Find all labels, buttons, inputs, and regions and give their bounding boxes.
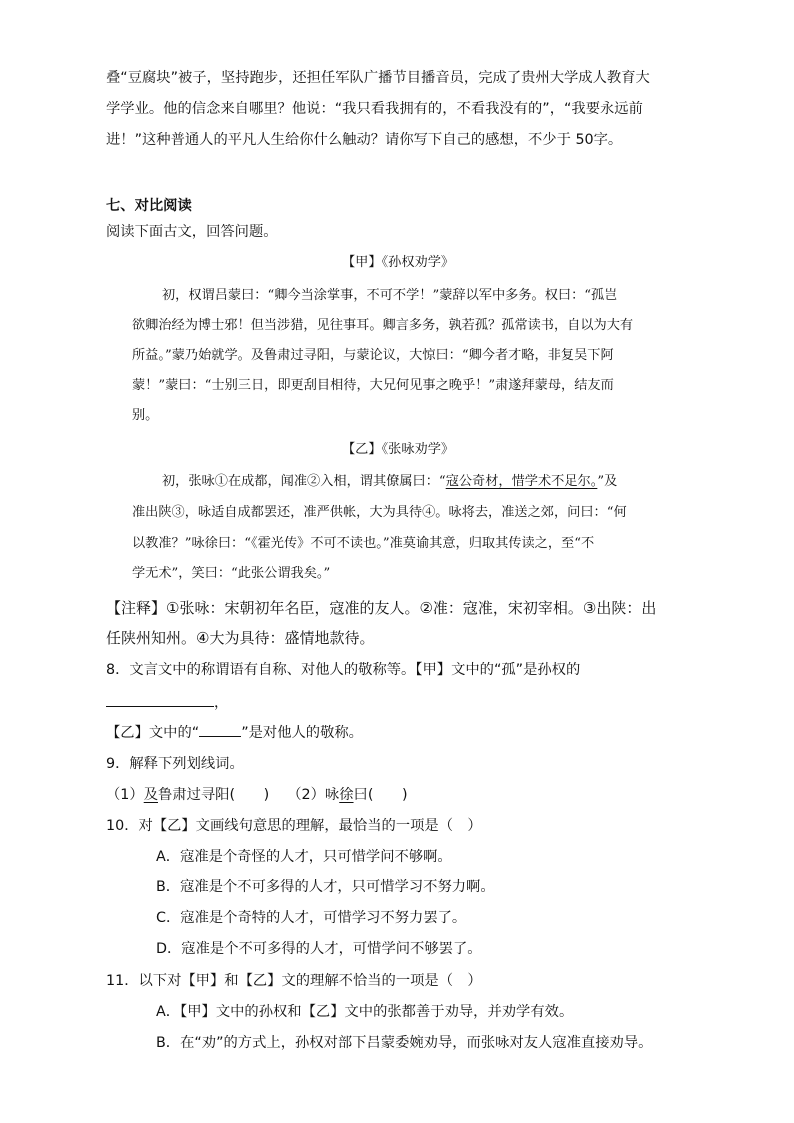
item-prefix: （2）咏 xyxy=(287,787,340,803)
question-8-stem: 8．文言文中的称谓语有自称、对他人的敬称等。【甲】文中的“孤”是孙权的 xyxy=(106,662,581,678)
passage-yi-text: 初，张咏①在成都，闻准②入相，谓其僚属曰：“ xyxy=(162,474,446,489)
option-a[interactable]: A．寇准是个奇怪的人才，只可惜学问不够啊。 xyxy=(156,849,452,865)
section-heading: 七、对比阅读 xyxy=(106,198,192,214)
passage-yi-title: 【乙】《张咏劝学》 xyxy=(342,442,455,457)
option-b[interactable]: B．在“劝”的方式上，孙权对部下吕蒙委婉劝导，而张咏对友人寇准直接劝导。 xyxy=(156,1035,653,1051)
option-b[interactable]: B．寇准是个不可多得的人才，只可惜学习不努力啊。 xyxy=(156,879,495,895)
passage-yi-line: 以教准？”咏徐曰：“《霍光传》不可不读也。”准莫谕其意，归取其传读之，至“不 xyxy=(132,536,595,551)
question-8-blank-line xyxy=(106,692,228,713)
passage-yi-line: 准出陕③，咏适自成都罢还，准严供帐，大为具待④。咏将去，准送之郊，问曰：“何 xyxy=(132,505,627,520)
passage-jia-line: 欲卿治经为博士邪！但当涉猎，见往事耳。卿言多务，孰若孤？孤常读书，自以为大有 xyxy=(132,318,634,333)
option-d[interactable]: D．寇准是个不可多得的人才，可惜学问不够罢了。 xyxy=(156,941,482,957)
underlined-word: 及 xyxy=(143,787,158,803)
question-8-text: 【乙】文中的“ xyxy=(106,725,200,741)
passage-jia-line: 别。 xyxy=(132,408,159,423)
passage-yi-line: 学无术”，笑曰：“此张公谓我矣。” xyxy=(132,566,331,581)
question-8-comma: ， xyxy=(214,695,229,711)
answer-blank[interactable] xyxy=(106,692,214,707)
passage-jia-title: 【甲】《孙权劝学》 xyxy=(342,255,455,270)
underlined-sentence: 寇公奇材，惜学术不足尔。 xyxy=(445,474,598,489)
item-prefix: （1） xyxy=(106,787,144,803)
option-c[interactable]: C．寇准是个奇特的人才，可惜学习不努力罢了。 xyxy=(156,910,467,926)
question-11-stem: 11．以下对【甲】和【乙】文的理解不恰当的一项是（ ） xyxy=(106,973,482,989)
section-instruction: 阅读下面古文，回答问题。 xyxy=(106,224,278,240)
question-10-stem: 10．对【乙】文画线句意思的理解，最恰当的一项是（ ） xyxy=(106,818,482,834)
intro-line-3: 进！”这种普通人的平凡人生给你什么触动？请你写下自己的感想，不少于 50字。 xyxy=(106,132,623,148)
intro-line-1: 叠“豆腐块”被子，坚持跑步，还担任军队广播节目播音员，完成了贵州大学成人教育大 xyxy=(106,70,650,86)
passage-yi-line xyxy=(162,472,617,492)
passage-jia-line: 蒙！”蒙曰：“士别三日，即更刮目相待，大兄何见事之晚乎！”肃遂拜蒙母，结友而 xyxy=(132,378,614,393)
question-8-line-3 xyxy=(106,722,363,743)
notes-line-1: 【注释】①张咏：宋朝初年名臣，寇准的友人。②准：寇准，宋初宰相。③出陕：出 xyxy=(106,599,657,617)
option-a[interactable]: A．【甲】文中的孙权和【乙】文中的张都善于劝导，并劝学有效。 xyxy=(156,1004,574,1020)
notes-line-2: 任陕州知州。④大为具待：盛情地款待。 xyxy=(106,629,375,647)
passage-yi-text: ”及 xyxy=(597,474,618,489)
passage-jia-line: 所益。”蒙乃始就学。及鲁肃过寻阳，与蒙论议，大惊曰：“卿今者才略，非复吴下阿 xyxy=(132,348,614,363)
question-8-text: ”是对他人的敬称。 xyxy=(241,725,363,741)
item-text: 鲁肃过寻阳( ) xyxy=(158,787,270,803)
answer-blank[interactable] xyxy=(199,722,241,737)
underlined-word: 徐 xyxy=(339,787,354,803)
item-text: 曰( ) xyxy=(353,787,408,803)
question-9-items xyxy=(106,785,408,805)
intro-line-2: 学学业。他的信念来自哪里？他说：“我只看我拥有的，不看我没有的”，“我要永远前 xyxy=(106,101,643,117)
question-9-stem: 9．解释下列划线词。 xyxy=(106,756,244,772)
passage-jia-line: 初，权谓吕蒙曰：“卿今当涂掌事，不可不学！”蒙辞以军中多务。权曰：“孤岂 xyxy=(162,288,618,303)
